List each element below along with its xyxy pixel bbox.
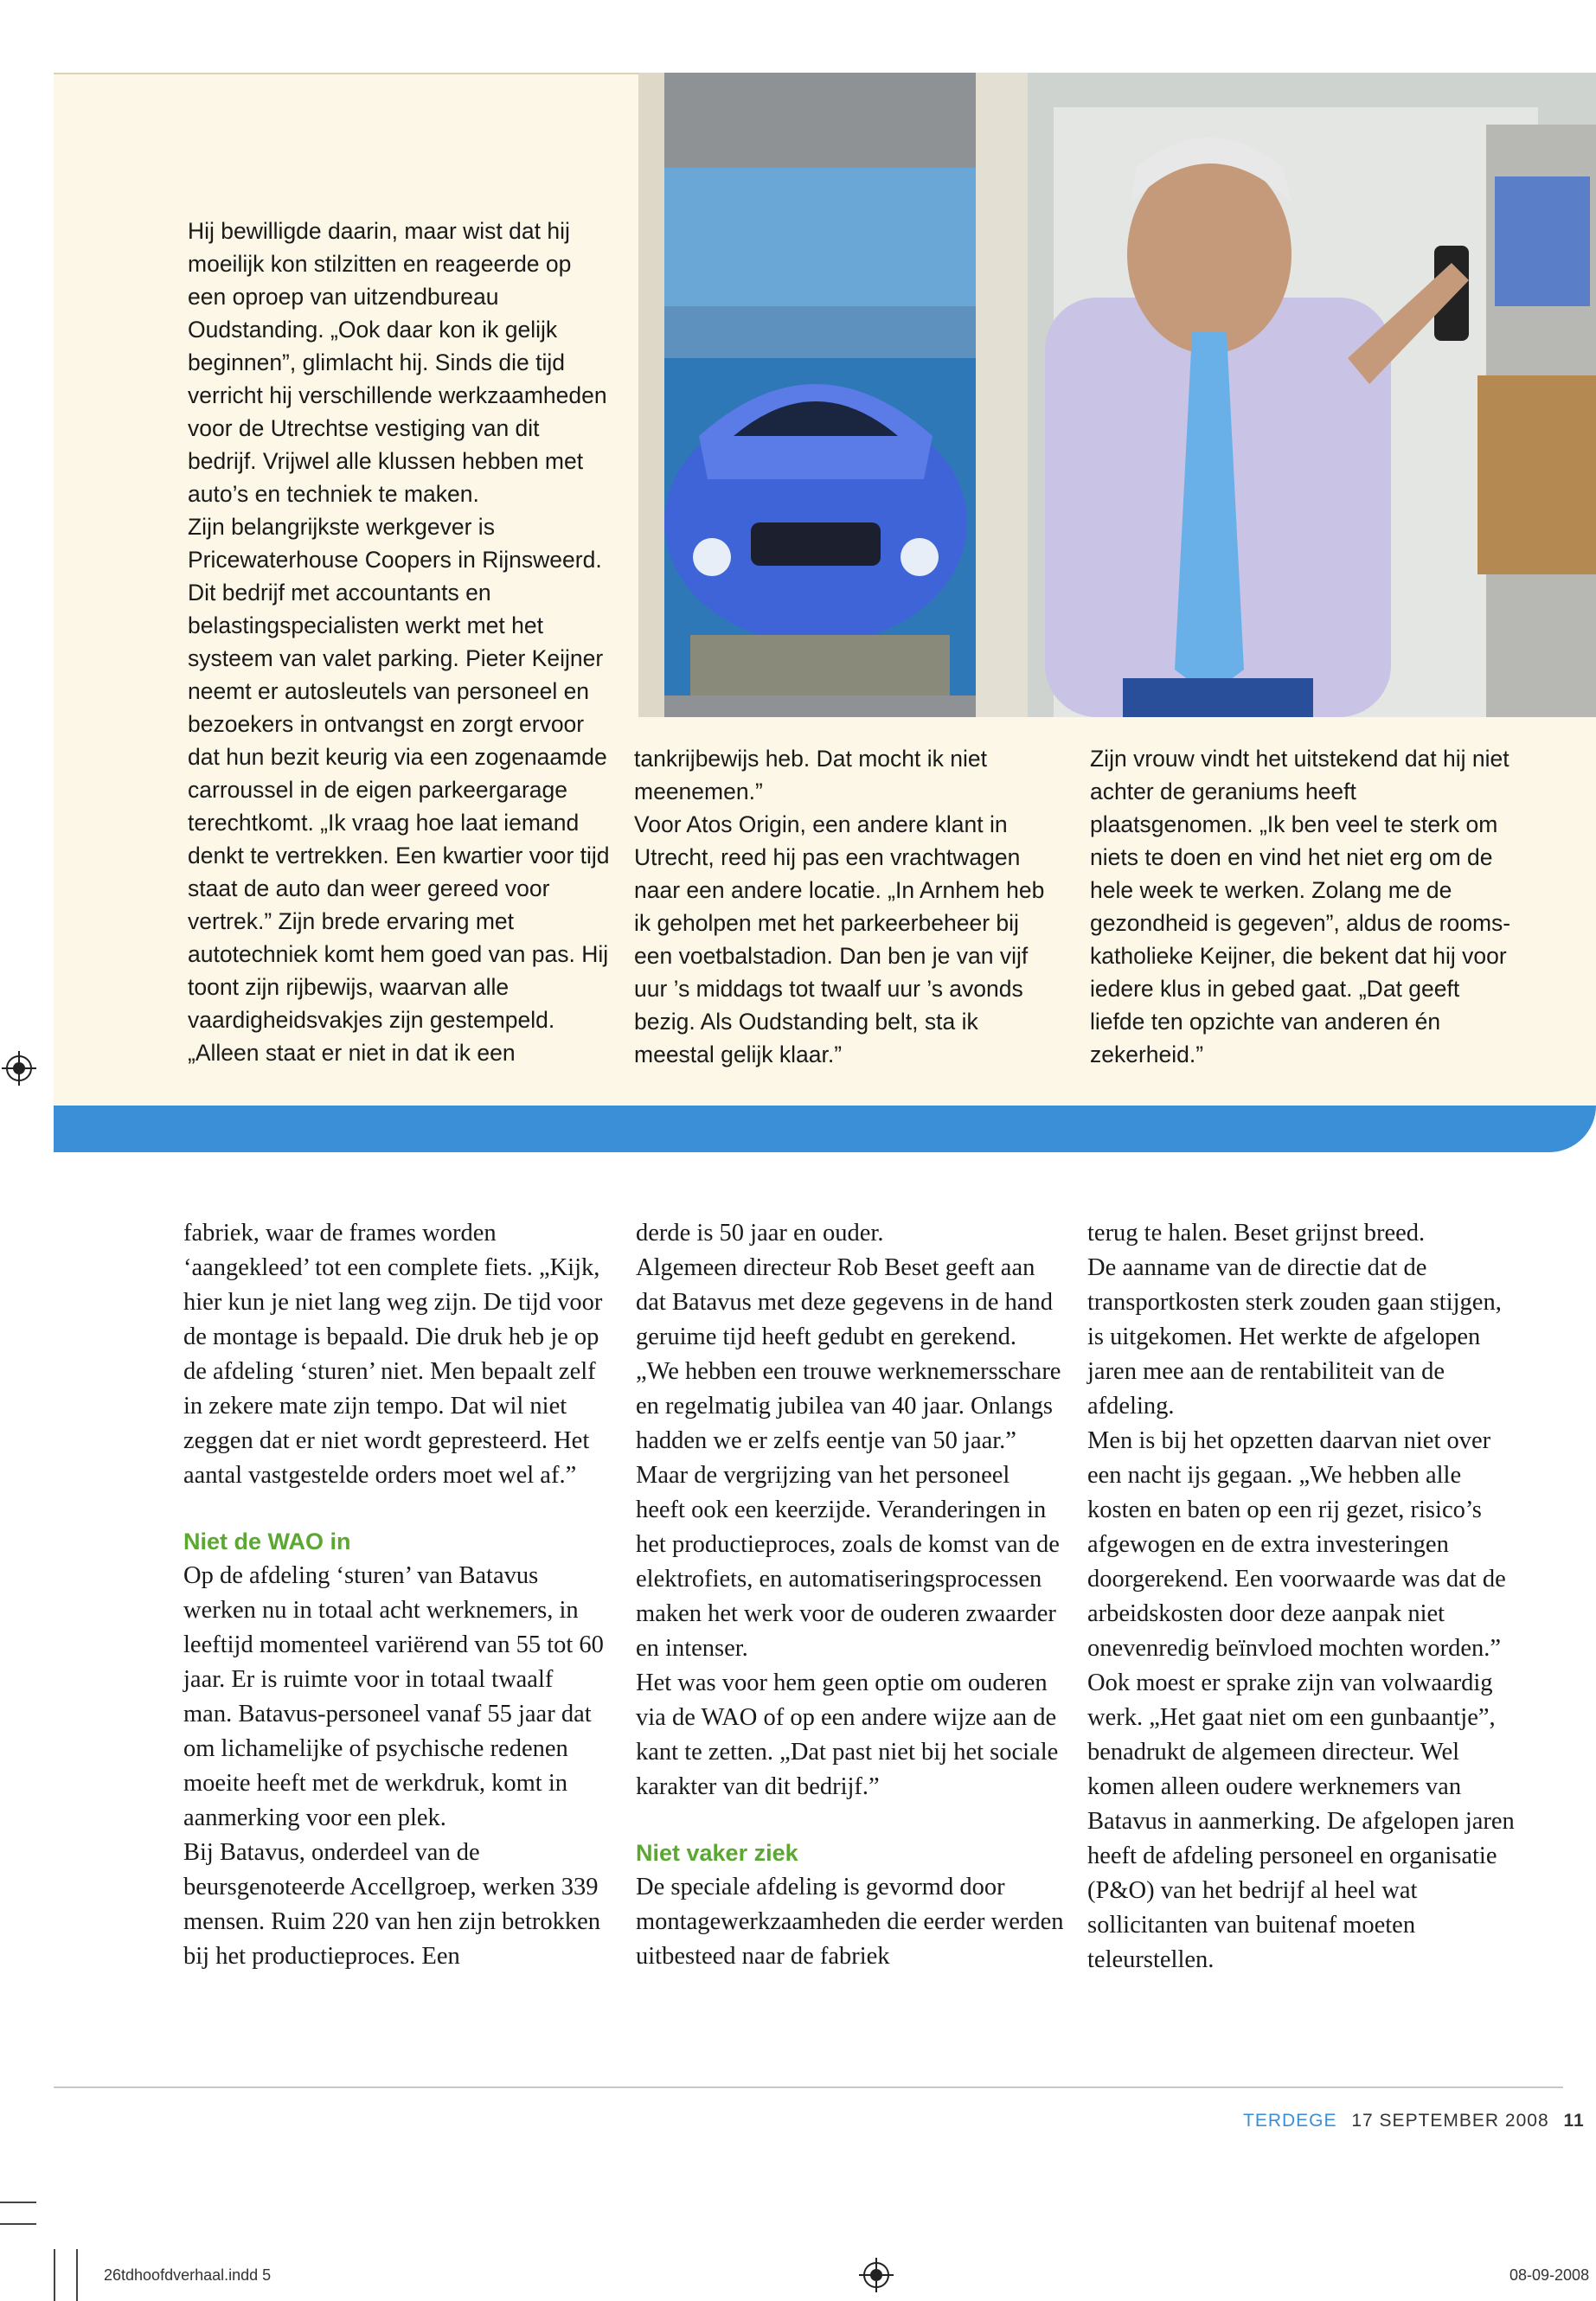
- body-paragraph: fabriek, waar de frames worden ‘aangekleed’ tot een complete fiets. „Kijk, hier kun je niet lang weg zijn. De tijd voor de montage is bepaald. Die druk heb je op de afdeling ‘sturen’ niet. Men bepaalt zelf in zekere mate zijn tempo. Dat wil niet zeggen dat er niet wordt gepresteerd. Het aantal vastgestelde orders moet wel af.”: [183, 1220, 603, 1489]
- footer-magazine: TERDEGE: [1243, 2111, 1337, 2131]
- main-column-1: [183, 1216, 607, 1974]
- slug-date: 08-09-2008: [1509, 2266, 1590, 2284]
- box-paragraph: Zijn belangrijkste werkgever is Pricewaterhouse Coopers in Rijnsweerd. Dit bedrijf met accountants en belastingspecialisten werkt met het systeem van valet parking. Pieter Keijner neemt er autosleutels van personeel en bezoekers in ontvangst en zorgt ervoor dat hun bezit keurig via een zogenaamde carroussel in de eigen parkeergarage terechtkomt. „Ik vraag hoe laat iemand denkt te vertrekken. Een kwartier voor tijd staat de auto dan weer gereed voor vertrek.” Zijn brede ervaring met autotechniek komt hem goed van pas. Hij toont zijn rijbewijs, waarvan alle vaardigheidsvakjes zijn gestempeld. „Alleen staat er niet in dat ik een: [188, 514, 610, 1066]
- slug-filename: 26tdhoofdverhaal.indd 5: [104, 2266, 272, 2284]
- box-column-3: [1090, 742, 1518, 1071]
- footer-rule: [54, 2086, 1563, 2088]
- box-paragraph: Voor Atos Origin, een andere klant in Utrecht, reed hij pas een vrachtwagen naar een andere locatie. „In Arnhem heb ik geholpen met het parkeerbeheer bij een voetbalstadion. Dan ben je van vijf uur ’s middags tot twaalf uur ’s avonds bezig. Als Oudstanding belt, sta ik meestal gelijk klaar.”: [634, 811, 1045, 1067]
- main-column-3: [1087, 1216, 1520, 1977]
- box-column-2: [634, 742, 1056, 1071]
- car-icon: [664, 384, 967, 695]
- crop-mark: [0, 2223, 36, 2225]
- crop-mark: [54, 2249, 55, 2301]
- crop-mark: [76, 2249, 78, 2301]
- body-paragraph: Ook moest er sprake zijn van volwaardig werk. „Het gaat niet om een gunbaantje”, benadrukt de algemeen directeur. Wel komen alleen oudere werknemers van Batavus in aanmerking. De afgelopen jaren heeft de afdeling personeel en organisatie (P&O) van het bedrijf al heel wat sollicitanten van buitenaf moeten teleurstellen.: [1087, 1670, 1515, 1973]
- subheading-niet-de-wao-in: Niet de WAO in: [183, 1529, 351, 1554]
- page-number: 11: [1563, 2111, 1585, 2131]
- main-column-2: [636, 1216, 1064, 1974]
- crop-mark: [0, 2202, 36, 2203]
- box-paragraph: Zijn vrouw vindt het uitstekend dat hij niet achter de geraniums heeft plaatsgenomen. „Ik ben veel te sterk om niets te doen en vind het niet erg om de hele week te werken. Zolang me de gezondheid is gegeven”, aldus de rooms-katholieke Keijner, die bekent dat hij voor iedere klus in gebed gaat. „Dat geeft liefde ten opzichte van anderen én zekerheid.”: [1090, 746, 1511, 1067]
- body-paragraph: De aanname van de directie dat de transportkosten sterk zouden gaan stijgen, is uitgekomen. Het werkte de afgelopen jaren mee aan de rentabiliteit van de afdeling.: [1087, 1254, 1502, 1420]
- body-paragraph: Algemeen directeur Rob Beset geeft aan dat Batavus met deze gegevens in de hand geruime tijd heeft gedubt en gerekend. „We hebben een trouwe werknemersschare en regelmatig jubilea van 40 jaar. Onlangs hadden we er zelfs eentje van 50 jaar.” Maar de vergrijzing van het personeel heeft ook een keerzijde. Veranderingen in het productieproces, zoals de komst van de elektrofiets, en automatiseringsprocessen maken het werk voor de ouderen zwaarder en intenser.: [636, 1254, 1061, 1662]
- body-paragraph: Bij Batavus, onderdeel van de beursgenoteerde Accellgroep, werken 339 mensen. Ruim 220 van hen zijn betrokken bij het productieproces. Een: [183, 1839, 601, 1970]
- body-paragraph: terug te halen. Beset grijnst breed.: [1087, 1220, 1426, 1247]
- subheading-niet-vaker-ziek: Niet vaker ziek: [636, 1840, 798, 1866]
- footer-date: 17 SEPTEMBER 2008: [1351, 2111, 1549, 2131]
- article-photo: [638, 73, 1596, 717]
- box-paragraph: tankrijbewijs heb. Dat mocht ik niet meenemen.”: [634, 746, 987, 804]
- box-paragraph: Hij bewilligde daarin, maar wist dat hij moeilijk kon stilzitten en reageerde op een oproep van uitzendbureau Oudstanding. „Ook daar kon ik gelijk beginnen”, glimlacht hij. Sinds die tijd verricht hij verschillende werkzaamheden voor de Utrechtse vestiging van dit bedrijf. Vrijwel alle klussen hebben met auto’s en techniek te maken.: [188, 218, 607, 507]
- footer-info: [1243, 2111, 1596, 2131]
- body-paragraph: Men is bij het opzetten daarvan niet over een nacht ijs gegaan. „We hebben alle kosten en baten op een rij gezet, risico’s afgewogen en de extra investeringen doorgerekend. Een voorwaarde was dat de arbeidskosten door deze aanpak niet onevenredig beïnvloed mochten worden.”: [1087, 1427, 1506, 1662]
- body-paragraph: derde is 50 jaar en ouder.: [636, 1220, 884, 1247]
- body-paragraph: Op de afdeling ‘sturen’ van Batavus werken nu in totaal acht werknemers, in leeftijd momenteel variërend van 55 tot 60 jaar. Er is ruimte voor in totaal twaalf man. Batavus-personeel vanaf 55 jaar dat om lichamelijke of psychische redenen moeite heeft met de werkdruk, komt in aanmerking voor een plek.: [183, 1562, 604, 1831]
- registration-mark-icon: [2, 1051, 36, 1086]
- box-column-1: [188, 215, 612, 1069]
- body-paragraph: De speciale afdeling is gevormd door montagewerkzaamheden die eerder werden uitbesteed naar de fabriek: [636, 1874, 1064, 1970]
- registration-mark-icon: [859, 2258, 894, 2292]
- body-paragraph: Het was voor hem geen optie om ouderen via de WAO of op een andere wijze aan de kant te zetten. „Dat past niet bij het sociale karakter van dit bedrijf.”: [636, 1670, 1059, 1800]
- blue-divider-bar: [54, 1106, 1596, 1152]
